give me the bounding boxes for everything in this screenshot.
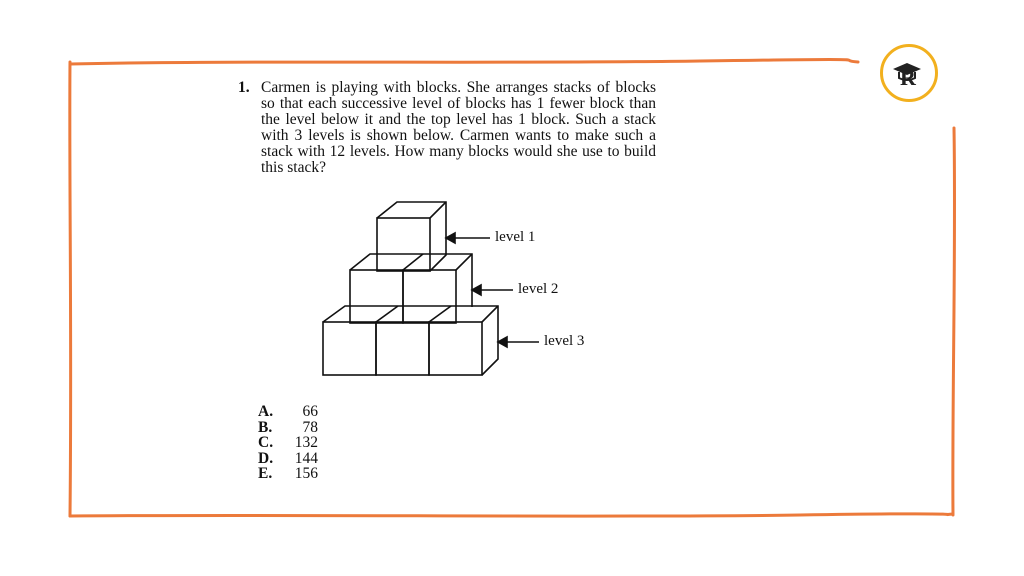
answer-choices	[258, 404, 318, 482]
question-number: 1.	[238, 79, 250, 96]
choice-a[interactable]	[258, 404, 318, 420]
frame-bottom-stroke	[70, 514, 953, 516]
choice-letter: B.	[258, 418, 273, 436]
question-text: Carmen is playing with blocks. She arranges stacks of blocks so that each successive level of blocks has 1 fewer block than the level below it and the top level has 1 block. Such a stack with 3 levels is shown below. Carmen wants to make such a stack with 12 levels. How many blocks would she use to build this stack?	[261, 79, 656, 176]
choice-letter: D.	[258, 449, 274, 467]
frame-top-stroke	[70, 59, 858, 64]
choice-c[interactable]	[258, 435, 318, 451]
choice-value: 156	[294, 465, 318, 482]
choice-letter: A.	[258, 403, 274, 420]
logo	[880, 44, 938, 102]
choice-letter: C.	[258, 434, 274, 451]
level-2-blocks	[350, 254, 472, 323]
svg-text:R: R	[900, 65, 916, 90]
block-stack-figure	[315, 196, 615, 386]
level-1-blocks	[377, 202, 446, 271]
choice-value: 132	[294, 434, 318, 451]
level-3-label: level 3	[544, 333, 585, 349]
choice-d[interactable]	[258, 451, 318, 467]
choice-letter: E.	[258, 465, 273, 482]
choice-b[interactable]	[258, 420, 318, 436]
choice-value: 66	[302, 403, 318, 420]
frame-right-stroke	[953, 128, 955, 515]
graduation-cap-r-logo-icon	[883, 47, 935, 99]
frame-left-stroke	[70, 62, 71, 516]
choice-e[interactable]	[258, 466, 318, 482]
choice-value: 78	[302, 418, 318, 436]
level-2-label: level 2	[518, 281, 559, 297]
level-1-label: level 1	[495, 229, 536, 245]
block-stack-drawing	[315, 196, 615, 381]
choice-value: 144	[294, 449, 318, 467]
